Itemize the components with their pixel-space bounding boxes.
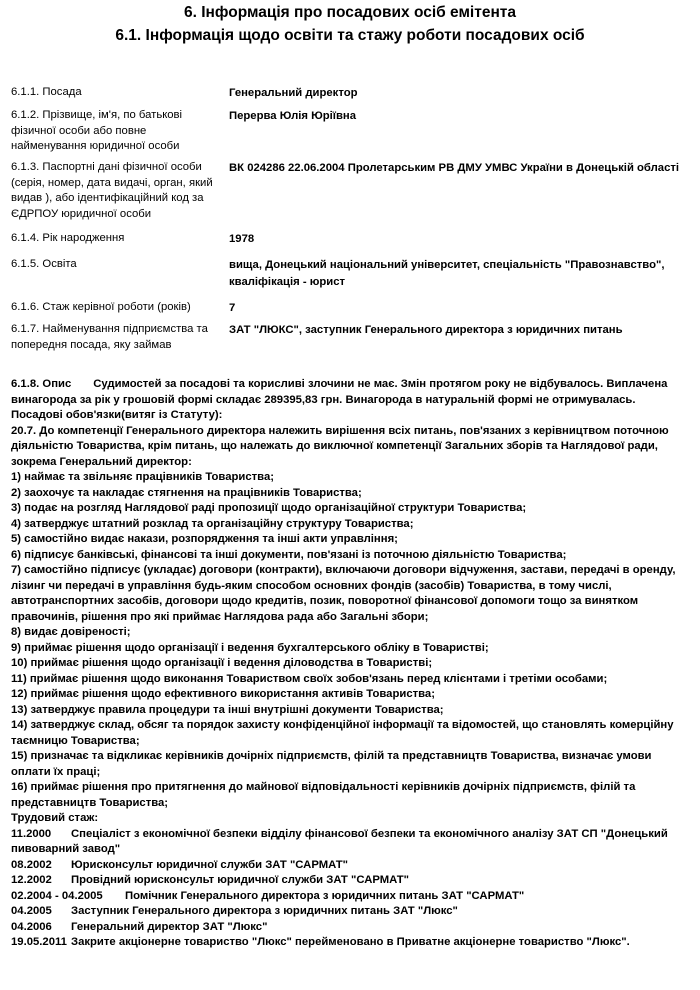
experience-date: 02.2004 - 04.2005: [11, 889, 103, 902]
experience-item: [11, 827, 681, 858]
field-value: Генеральний директор: [229, 87, 358, 99]
description-intro: [11, 377, 681, 408]
duty-item: 8) видає довіреності;: [11, 626, 131, 638]
duty-item: 1) наймає та звільняє працівників Товариства;: [11, 471, 275, 483]
duty-item: 11) приймає рішення щодо виконання Товариством своїх зобов'язань перед клієнтами і третіми особами;: [11, 672, 608, 685]
field-value: ВК 024286 22.06.2004 Пролетарським РВ ДМУ УМВС України в Донецькій області: [229, 162, 680, 174]
experience-date: 08.2002: [11, 858, 52, 871]
description-label: 6.1.8. Опис: [11, 378, 72, 390]
experience-text: Заступник Генерального директора з юридичних питань ЗАТ "Люкс": [71, 905, 458, 917]
duty-item: 14) затверджує склад, обсяг та порядок захисту конфіденційної інформації та відомостей, що становлять комерційну таємницю Товариства;: [11, 719, 674, 747]
duty-item: 4) затверджує штатний розклад та організаційну структуру Товариства;: [11, 517, 414, 530]
experience-item: [11, 858, 681, 874]
duty-item: 6) підписує банківські, фінансові та інші документи, пов'язані із поточною діяльністю Товариства;: [11, 548, 567, 561]
experience-item: [11, 920, 681, 936]
duty-item: 7) самостійно підписує (укладає) договори (контракти), включаючи договори відчуження, застави, передачі в оренду, лізинг чи передачі в управління будь-яким способом основних фондів (засобів) Товариства, в тому числі, автотранспортних засобів, договори щодо кредитів, позик, поворотної фінансової допомоги тощо за винятком правочинів, рішення про які приймає Наглядова рада або Загальні збори;: [11, 564, 676, 623]
field-label: 6.1.3. Паспортні дані фізичної особи (серія, номер, дата видачі, орган, який видав ), або ідентифікаційний код за ЄДРПОУ юридичної особи: [11, 161, 213, 220]
duty-item: 16) приймає рішення про притягнення до майнової відповідальності керівників дочірніх підприємств, філій та представництв Товариства;: [11, 781, 636, 809]
experience-date: 11.2000: [11, 827, 52, 840]
experience-text: Помічник Генерального директора з юридичних питань ЗАТ "САРМАТ": [125, 889, 525, 902]
duty-item: 12) приймає рішення щодо ефективного використання активів Товариства;: [11, 688, 435, 700]
field-label: 6.1.4. Рік народження: [11, 232, 125, 244]
experience-item: [11, 873, 681, 889]
experience-date: 04.2005: [11, 905, 52, 917]
field-value: 7: [229, 302, 236, 314]
field-label: 6.1.1. Посада: [11, 86, 82, 98]
field-label: 6.1.7. Найменування підприємства та попередня посада, яку займав: [11, 323, 208, 351]
duty-item: 9) приймає рішення щодо організації і ведення бухгалтерського обліку в Товаристві;: [11, 641, 489, 654]
section-title: 6. Інформація про посадових осіб емітента: [183, 4, 517, 21]
experience-date: 12.2002: [11, 874, 52, 886]
experience-text: Юрисконсульт юридичної служби ЗАТ "САРМАТ": [71, 858, 348, 871]
experience-text: Генеральний директор ЗАТ "Люкс": [71, 920, 268, 933]
experience-item: [11, 904, 681, 920]
duty-item: 15) призначає та відкликає керівників дочірніх підприємств, філій та представництв Товариства, визначає умови оплати їх праці;: [11, 750, 652, 778]
experience-date: 19.05.2011: [11, 936, 67, 948]
experience-item: [11, 935, 681, 951]
field-value: ЗАТ "ЛЮКС", заступник Генерального директора з юридичних питань: [229, 324, 623, 336]
duty-item: 2) заохочує та накладає стягнення на працівників Товариства;: [11, 486, 362, 499]
description-block: [11, 377, 681, 951]
description-text: Судимостей за посадові та корисливі злочини не має. Змін протягом року не відбувалось. Виплачена винагорода за рік у грошовій формі складає 289395,83 грн. Винагорода в натуральній формі не отримувалась.: [11, 378, 668, 406]
field-label: 6.1.2. Прізвище, ім'я, по батькові фізичної особи або повне найменування юридичної особи: [11, 109, 183, 152]
duties-heading: Посадові обов'язки(витяг із Статуту):: [11, 409, 223, 421]
duty-item: 3) подає на розгляд Наглядової раді пропозиції щодо організаційної структури Товариства;: [11, 502, 527, 514]
experience-heading: Трудовий стаж:: [11, 812, 99, 824]
duty-item: 13) затверджує правила процедури та інші внутрішні документи Товариства;: [11, 703, 444, 716]
duty-item: 10) приймає рішення щодо організації і ведення діловодства в Товаристві;: [11, 657, 433, 669]
experience-item: [11, 889, 681, 905]
field-value: вища, Донецький національний університет, спеціальність "Правознавство", кваліфікація - юрист: [229, 259, 665, 288]
field-value: 1978: [229, 233, 255, 245]
subsection-title: 6.1. Інформація щодо освіти та стажу роботи посадових осіб: [115, 27, 585, 44]
experience-text: Провідний юрисконсульт юридичної служби ЗАТ "САРМАТ": [71, 874, 410, 886]
duties-intro: 20.7. До компетенції Генерального директора належить вирішення всіх питань, пов'язаних з керівництвом поточною діяльністю Товариства, крім питань, що належать до виключної компетенції Загальних зборів та Наглядової ради, зокрема Генеральний директор:: [11, 424, 669, 468]
field-label: 6.1.6. Стаж керівної роботи (років): [11, 301, 191, 313]
experience-date: 04.2006: [11, 920, 52, 933]
experience-text: Спеціаліст з економічної безпеки відділу фінансової безпеки та економічного аналізу ЗАТ СП "Донецький пивоварний завод": [11, 827, 668, 855]
duty-item: 5) самостійно видає накази, розпорядження та інші акти управління;: [11, 533, 398, 545]
field-label: 6.1.5. Освіта: [11, 258, 77, 270]
experience-text: Закрите акціонерне товариство "Люкс" перейменовано в Приватне акціонерне товариство "Люкс".: [71, 936, 630, 948]
field-value: Перерва Юлія Юріївна: [229, 110, 357, 122]
